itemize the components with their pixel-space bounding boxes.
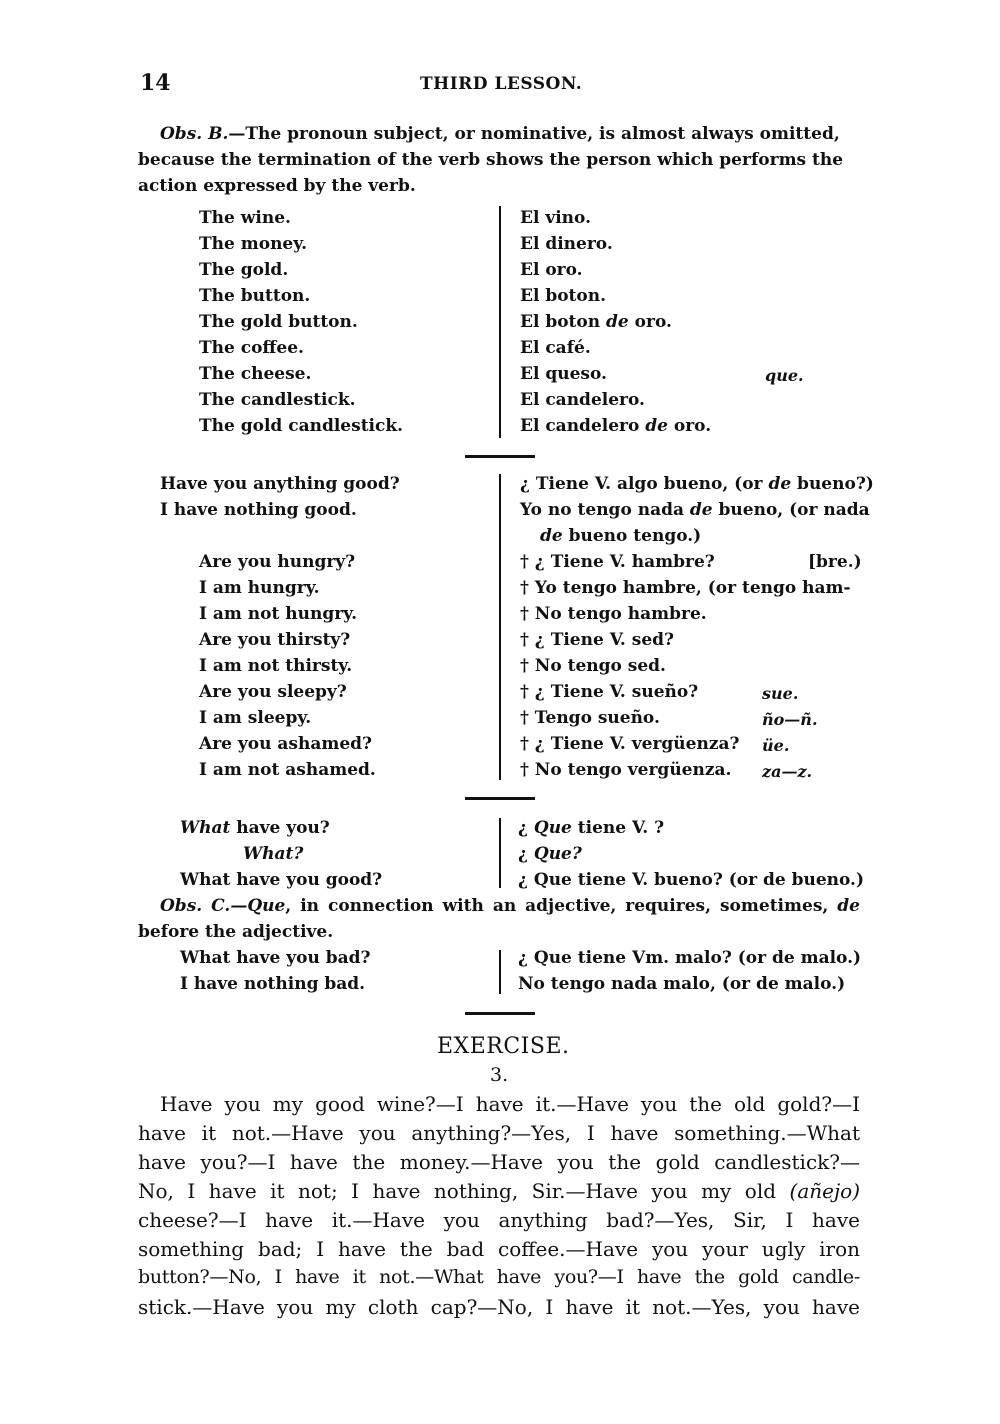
section-rule [465,1012,535,1015]
phrase-en: I have nothing bad. [180,974,366,994]
phrase-es: No tengo nada malo, (or de malo.) [518,974,846,994]
vocab-en: The gold candlestick. [199,416,404,436]
phrase-es: † No tengo hambre. [520,604,707,624]
exercise-line: No, I have it not; I have nothing, Sir.—Have you my old (añejo) [138,1179,861,1203]
exercise-number: 3. [490,1064,509,1086]
obs-c-line-2: before the adjective. [138,922,334,942]
vocab-es: El dinero. [520,234,613,254]
column-divider [499,818,501,888]
phrase-es: ¿ Que tiene V. ? [518,818,665,838]
exercise-line: have it not.—Have you anything?—Yes, I have something.—What [138,1121,860,1145]
phrase-es: † ¿ Tiene V. sed? [520,630,674,650]
column-divider [499,474,501,780]
phrase-en: What? [243,844,304,864]
vocab-en: The cheese. [199,364,312,384]
obs-b-line-3: action expressed by the verb. [138,176,416,196]
phrase-en: What have you bad? [180,948,371,968]
vocab-en: The button. [199,286,311,306]
vocab-en: The money. [199,234,308,254]
phrase-en: What have you good? [180,870,383,890]
phrase-es: Yo no tengo nada de bueno, (or nada [520,500,870,520]
phrase-es: ¿ Tiene V. algo bueno, (or de bueno?) [520,474,874,494]
phrase-es: † Tengo sueño. [520,708,660,728]
phrase-es: de bueno tengo.) [540,526,702,546]
exercise-line: Have you my good wine?—I have it.—Have you the old gold?—I [160,1092,860,1116]
exercise-line: stick.—Have you my cloth cap?—No, I have it not.—Yes, you have [138,1295,860,1319]
phrase-es: ¿ Que tiene V. bueno? (or de bueno.) [518,870,865,890]
column-divider [499,206,501,438]
phrase-es: † No tengo sed. [520,656,666,676]
phrase-note: [bre.) [808,552,862,572]
vocab-en: The gold. [199,260,289,280]
phrase-en: What have you? [180,818,330,838]
section-rule [465,797,535,800]
running-title: THIRD LESSON. [420,74,583,94]
vocab-es: El oro. [520,260,583,280]
obs-c-line-1: Obs. C.—Que, in connection with an adjective, requires, sometimes, de [160,896,860,916]
phrase-en: I am not hungry. [199,604,358,624]
obs-b-line-1: Obs. B.—The pronoun subject, or nominative, is almost always omitted, [160,124,840,144]
vocab-es: El boton. [520,286,607,306]
phrase-en: Have you anything good? [160,474,400,494]
pronunciation-note: za—z. [762,762,813,781]
vocab-es: El vino. [520,208,591,228]
pronunciation-note: que. [765,366,804,385]
phrase-es: † No tengo vergüenza. [520,760,732,780]
phrase-en: I have nothing good. [160,500,357,520]
vocab-en: The candlestick. [199,390,356,410]
phrase-en: Are you ashamed? [199,734,372,754]
pronunciation-note: üe. [762,736,790,755]
exercise-line: something bad; I have the bad coffee.—Have you your ugly iron [138,1237,860,1261]
phrase-es: † ¿ Tiene V. hambre? [520,552,715,572]
phrase-es: ¿ Que? [518,844,582,864]
phrase-en: I am not thirsty. [199,656,353,676]
column-divider [499,950,501,994]
phrase-en: Are you sleepy? [199,682,347,702]
phrase-es: † ¿ Tiene V. sueño? [520,682,699,702]
vocab-es: El queso. [520,364,607,384]
phrase-en: Are you thirsty? [199,630,351,650]
page-number: 14 [140,70,171,96]
obs-b-line-2: because the termination of the verb shows the person which performs the [138,150,844,170]
phrase-es: ¿ Que tiene Vm. malo? (or de malo.) [518,948,862,968]
exercise-line: button?—No, I have it not.—What have you?—I have the gold candle- [138,1266,860,1288]
exercise-line: cheese?—I have it.—Have you anything bad?—Yes, Sir, I have [138,1208,860,1232]
section-rule [465,455,535,458]
vocab-es: El boton de oro. [520,312,672,332]
vocab-es: El café. [520,338,591,358]
obs-b-label: Obs. B. [160,124,229,144]
phrase-es: † ¿ Tiene V. vergüenza? [520,734,740,754]
exercise-line: have you?—I have the money.—Have you the gold candlestick?— [138,1150,860,1174]
phrase-en: I am sleepy. [199,708,312,728]
exercise-title: EXERCISE. [437,1034,570,1059]
pronunciation-note: sue. [762,684,799,703]
vocab-en: The gold button. [199,312,358,332]
phrase-en: Are you hungry? [199,552,356,572]
phrase-es: † Yo tengo hambre, (or tengo ham- [520,578,851,598]
vocab-en: The wine. [199,208,291,228]
pronunciation-note: ño—ñ. [762,710,818,729]
phrase-en: I am hungry. [199,578,320,598]
phrase-en: I am not ashamed. [199,760,376,780]
vocab-en: The coffee. [199,338,304,358]
vocab-es: El candelero de oro. [520,416,712,436]
vocab-es: El candelero. [520,390,645,410]
